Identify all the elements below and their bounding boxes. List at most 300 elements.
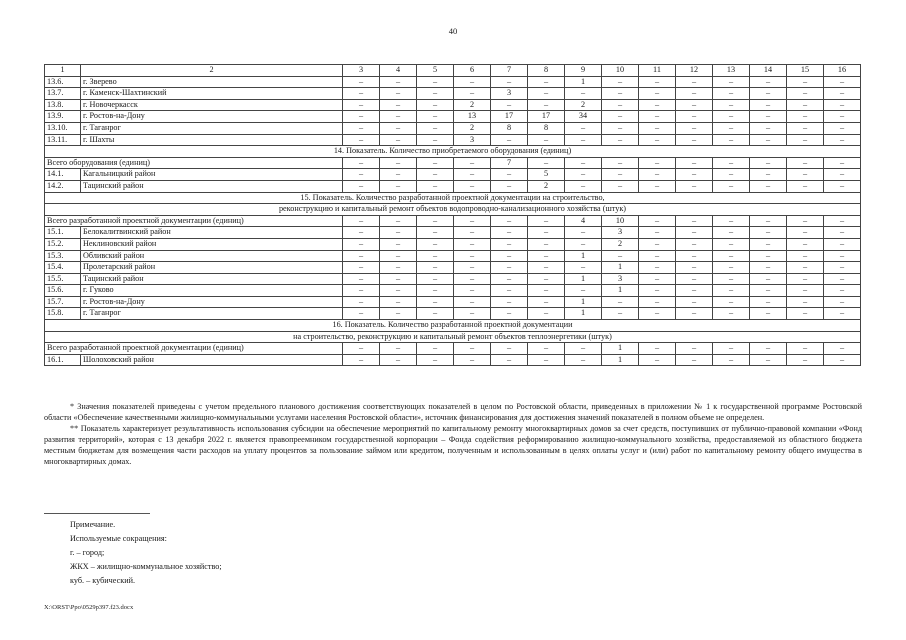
- value-cell: –: [787, 215, 824, 227]
- value-cell: –: [602, 180, 639, 192]
- value-cell: –: [676, 111, 713, 123]
- value-cell: –: [750, 238, 787, 250]
- value-cell: –: [824, 262, 861, 274]
- value-cell: 2: [602, 238, 639, 250]
- value-cell: –: [676, 273, 713, 285]
- value-cell: –: [639, 262, 676, 274]
- value-cell: –: [676, 250, 713, 262]
- value-cell: –: [380, 169, 417, 181]
- value-cell: –: [565, 262, 602, 274]
- row-name: Пролетарский район: [81, 262, 343, 274]
- section-title: 14. Показатель. Количество приобретаемого оборудования (единиц): [45, 146, 861, 158]
- header-row: [45, 65, 861, 77]
- value-cell: –: [417, 134, 454, 146]
- row-name: Тацинский район: [81, 273, 343, 285]
- value-cell: –: [454, 285, 491, 297]
- value-cell: –: [528, 157, 565, 169]
- value-cell: –: [713, 262, 750, 274]
- value-cell: –: [602, 157, 639, 169]
- value-cell: –: [713, 285, 750, 297]
- value-cell: –: [824, 308, 861, 320]
- table-row: [45, 354, 861, 366]
- value-cell: 1: [565, 296, 602, 308]
- value-cell: –: [528, 308, 565, 320]
- value-cell: –: [639, 227, 676, 239]
- value-cell: –: [380, 273, 417, 285]
- value-cell: –: [750, 157, 787, 169]
- value-cell: 10: [602, 215, 639, 227]
- column-number: 10: [602, 65, 639, 77]
- value-cell: –: [454, 76, 491, 88]
- value-cell: –: [639, 122, 676, 134]
- value-cell: 5: [528, 169, 565, 181]
- value-cell: –: [343, 215, 380, 227]
- value-cell: –: [380, 88, 417, 100]
- value-cell: –: [750, 134, 787, 146]
- value-cell: –: [380, 215, 417, 227]
- row-name: Неклиновский район: [81, 238, 343, 250]
- footnote-1: * Значения показателей приведены с учетом предельного планового достижения соответствующих показателей в целом по Ростовской области, приведенных в приложении № 1 к государственной программе Ростовской области «Обеспечение качественными жилищно-коммунальными услугами населения Ростовской области», источник финансирования для достижения значений показателей в полном объеме не определен.: [44, 402, 862, 422]
- table-row: [45, 76, 861, 88]
- row-number: 13.11.: [45, 134, 81, 146]
- value-cell: –: [565, 88, 602, 100]
- row-name: Белокалитвинский район: [81, 227, 343, 239]
- value-cell: –: [676, 354, 713, 366]
- value-cell: –: [343, 157, 380, 169]
- value-cell: –: [639, 285, 676, 297]
- value-cell: –: [676, 343, 713, 355]
- value-cell: –: [713, 76, 750, 88]
- row-name: г. Таганрог: [81, 308, 343, 320]
- value-cell: –: [713, 169, 750, 181]
- value-cell: –: [639, 296, 676, 308]
- table-row: [45, 88, 861, 100]
- table-row: [45, 238, 861, 250]
- value-cell: –: [824, 122, 861, 134]
- value-cell: 3: [491, 88, 528, 100]
- row-number: 15.4.: [45, 262, 81, 274]
- value-cell: –: [750, 88, 787, 100]
- table-row: [45, 122, 861, 134]
- row-number: 15.7.: [45, 296, 81, 308]
- row-number: 15.2.: [45, 238, 81, 250]
- row-name: г. Новочеркасск: [81, 99, 343, 111]
- value-cell: –: [713, 122, 750, 134]
- value-cell: –: [824, 76, 861, 88]
- table-row: [45, 99, 861, 111]
- table-row: [45, 296, 861, 308]
- value-cell: –: [602, 169, 639, 181]
- value-cell: –: [491, 285, 528, 297]
- value-cell: –: [750, 111, 787, 123]
- value-cell: –: [676, 215, 713, 227]
- row-number: 14.1.: [45, 169, 81, 181]
- value-cell: –: [750, 99, 787, 111]
- value-cell: –: [343, 76, 380, 88]
- value-cell: –: [528, 343, 565, 355]
- value-cell: –: [750, 262, 787, 274]
- row-number: 13.7.: [45, 88, 81, 100]
- value-cell: –: [417, 99, 454, 111]
- value-cell: –: [528, 76, 565, 88]
- column-number: 9: [565, 65, 602, 77]
- section-title-row: [45, 146, 861, 158]
- row-name: г. Зверево: [81, 76, 343, 88]
- column-number: 6: [454, 65, 491, 77]
- value-cell: –: [417, 215, 454, 227]
- value-cell: –: [824, 343, 861, 355]
- value-cell: –: [750, 308, 787, 320]
- value-cell: –: [528, 215, 565, 227]
- table-row: [45, 262, 861, 274]
- value-cell: 13: [454, 111, 491, 123]
- value-cell: 8: [491, 122, 528, 134]
- value-cell: –: [417, 343, 454, 355]
- value-cell: –: [491, 273, 528, 285]
- value-cell: –: [454, 308, 491, 320]
- value-cell: –: [380, 180, 417, 192]
- value-cell: –: [491, 76, 528, 88]
- row-name: г. Ростов-на-Дону: [81, 296, 343, 308]
- column-number: 14: [750, 65, 787, 77]
- value-cell: –: [639, 76, 676, 88]
- column-number: 13: [713, 65, 750, 77]
- value-cell: –: [565, 134, 602, 146]
- value-cell: –: [824, 238, 861, 250]
- section-title: 16. Показатель. Количество разработанной проектной документации: [45, 320, 861, 332]
- value-cell: 3: [602, 227, 639, 239]
- page-number: 40: [448, 26, 458, 36]
- section-title-row: [45, 331, 861, 343]
- value-cell: –: [824, 180, 861, 192]
- value-cell: –: [417, 122, 454, 134]
- table-row: [45, 111, 861, 123]
- value-cell: –: [713, 238, 750, 250]
- value-cell: –: [417, 88, 454, 100]
- value-cell: –: [676, 134, 713, 146]
- value-cell: –: [787, 296, 824, 308]
- row-name: г. Каменск-Шахтинский: [81, 88, 343, 100]
- value-cell: 2: [528, 180, 565, 192]
- row-number: 15.6.: [45, 285, 81, 297]
- primechanie-heading: Примечание.: [70, 520, 116, 529]
- value-cell: –: [676, 157, 713, 169]
- table-row: [45, 227, 861, 239]
- value-cell: –: [787, 169, 824, 181]
- value-cell: –: [639, 157, 676, 169]
- value-cell: –: [824, 296, 861, 308]
- value-cell: –: [676, 88, 713, 100]
- value-cell: –: [491, 308, 528, 320]
- value-cell: –: [713, 99, 750, 111]
- value-cell: –: [602, 250, 639, 262]
- value-cell: –: [380, 111, 417, 123]
- value-cell: –: [639, 169, 676, 181]
- value-cell: –: [750, 343, 787, 355]
- value-cell: –: [713, 88, 750, 100]
- value-cell: –: [380, 343, 417, 355]
- row-number: 13.8.: [45, 99, 81, 111]
- value-cell: –: [417, 180, 454, 192]
- table-row: [45, 285, 861, 297]
- value-cell: –: [639, 99, 676, 111]
- row-number: 15.1.: [45, 227, 81, 239]
- value-cell: –: [343, 134, 380, 146]
- value-cell: –: [343, 180, 380, 192]
- value-cell: –: [639, 134, 676, 146]
- value-cell: –: [602, 76, 639, 88]
- value-cell: –: [750, 250, 787, 262]
- row-name: г. Таганрог: [81, 122, 343, 134]
- value-cell: –: [380, 134, 417, 146]
- value-cell: –: [602, 122, 639, 134]
- value-cell: –: [380, 308, 417, 320]
- column-number: 16: [824, 65, 861, 77]
- value-cell: 1: [602, 262, 639, 274]
- value-cell: –: [713, 308, 750, 320]
- total-label: Всего оборудования (единиц): [45, 157, 343, 169]
- value-cell: –: [713, 296, 750, 308]
- value-cell: –: [528, 88, 565, 100]
- value-cell: –: [528, 250, 565, 262]
- value-cell: –: [750, 354, 787, 366]
- value-cell: –: [417, 354, 454, 366]
- value-cell: –: [713, 180, 750, 192]
- value-cell: –: [454, 250, 491, 262]
- value-cell: –: [417, 157, 454, 169]
- value-cell: –: [639, 273, 676, 285]
- value-cell: –: [713, 215, 750, 227]
- value-cell: –: [676, 262, 713, 274]
- value-cell: –: [343, 88, 380, 100]
- value-cell: –: [454, 296, 491, 308]
- value-cell: –: [713, 111, 750, 123]
- section-title-row: [45, 204, 861, 216]
- value-cell: 1: [602, 354, 639, 366]
- value-cell: –: [639, 180, 676, 192]
- value-cell: –: [565, 122, 602, 134]
- value-cell: –: [417, 285, 454, 297]
- value-cell: –: [787, 111, 824, 123]
- value-cell: 4: [565, 215, 602, 227]
- value-cell: –: [750, 273, 787, 285]
- value-cell: –: [713, 134, 750, 146]
- value-cell: –: [343, 111, 380, 123]
- row-name: г. Ростов-на-Дону: [81, 111, 343, 123]
- column-number: 4: [380, 65, 417, 77]
- table-row: [45, 134, 861, 146]
- value-cell: –: [750, 227, 787, 239]
- value-cell: –: [565, 354, 602, 366]
- value-cell: –: [491, 227, 528, 239]
- abbr-line: г. – город;: [70, 548, 105, 557]
- value-cell: –: [787, 180, 824, 192]
- value-cell: –: [565, 285, 602, 297]
- value-cell: –: [454, 88, 491, 100]
- value-cell: –: [380, 157, 417, 169]
- value-cell: –: [676, 285, 713, 297]
- value-cell: –: [343, 354, 380, 366]
- value-cell: –: [824, 273, 861, 285]
- value-cell: –: [713, 354, 750, 366]
- value-cell: –: [824, 99, 861, 111]
- value-cell: 1: [565, 76, 602, 88]
- value-cell: –: [824, 88, 861, 100]
- value-cell: –: [343, 285, 380, 297]
- table-row: [45, 273, 861, 285]
- primechanie-block: [70, 518, 222, 588]
- value-cell: –: [787, 308, 824, 320]
- table-row: [45, 308, 861, 320]
- value-cell: –: [491, 238, 528, 250]
- value-cell: –: [750, 169, 787, 181]
- value-cell: –: [380, 250, 417, 262]
- column-number: 11: [639, 65, 676, 77]
- value-cell: –: [750, 122, 787, 134]
- table-row: [45, 180, 861, 192]
- value-cell: 34: [565, 111, 602, 123]
- value-cell: –: [676, 238, 713, 250]
- row-name: Кагальницкий район: [81, 169, 343, 181]
- value-cell: –: [824, 285, 861, 297]
- value-cell: –: [602, 134, 639, 146]
- value-cell: –: [787, 157, 824, 169]
- value-cell: –: [676, 180, 713, 192]
- row-number: 13.6.: [45, 76, 81, 88]
- value-cell: 17: [528, 111, 565, 123]
- value-cell: –: [417, 76, 454, 88]
- value-cell: –: [602, 308, 639, 320]
- row-name: Шолоховский район: [81, 354, 343, 366]
- value-cell: –: [676, 308, 713, 320]
- value-cell: –: [602, 99, 639, 111]
- value-cell: –: [528, 134, 565, 146]
- value-cell: 2: [454, 122, 491, 134]
- value-cell: –: [380, 262, 417, 274]
- value-cell: –: [417, 227, 454, 239]
- value-cell: –: [343, 262, 380, 274]
- value-cell: –: [343, 227, 380, 239]
- value-cell: –: [750, 285, 787, 297]
- value-cell: –: [528, 227, 565, 239]
- value-cell: –: [565, 227, 602, 239]
- row-number: 16.1.: [45, 354, 81, 366]
- value-cell: –: [565, 343, 602, 355]
- value-cell: –: [787, 227, 824, 239]
- value-cell: –: [343, 169, 380, 181]
- value-cell: –: [565, 157, 602, 169]
- value-cell: –: [454, 262, 491, 274]
- value-cell: –: [380, 296, 417, 308]
- value-cell: –: [343, 122, 380, 134]
- footnotes: [44, 401, 862, 467]
- value-cell: 1: [565, 250, 602, 262]
- value-cell: –: [380, 76, 417, 88]
- value-cell: –: [824, 227, 861, 239]
- value-cell: –: [491, 262, 528, 274]
- value-cell: –: [824, 134, 861, 146]
- row-number: 15.5.: [45, 273, 81, 285]
- value-cell: –: [676, 227, 713, 239]
- total-row: [45, 215, 861, 227]
- value-cell: –: [824, 354, 861, 366]
- value-cell: –: [454, 273, 491, 285]
- value-cell: –: [454, 354, 491, 366]
- row-number: 13.10.: [45, 122, 81, 134]
- column-number: 5: [417, 65, 454, 77]
- value-cell: –: [380, 122, 417, 134]
- total-row: [45, 343, 861, 355]
- value-cell: –: [639, 343, 676, 355]
- value-cell: –: [417, 250, 454, 262]
- row-number: 15.3.: [45, 250, 81, 262]
- abbr-heading: Используемые сокращения:: [70, 534, 167, 543]
- value-cell: –: [454, 215, 491, 227]
- value-cell: –: [343, 308, 380, 320]
- row-name: Обливский район: [81, 250, 343, 262]
- value-cell: –: [491, 343, 528, 355]
- value-cell: –: [713, 343, 750, 355]
- abbr-line: ЖКХ – жилищно-коммунальное хозяйство;: [70, 562, 222, 571]
- row-number: 14.2.: [45, 180, 81, 192]
- value-cell: –: [380, 99, 417, 111]
- value-cell: –: [787, 99, 824, 111]
- value-cell: –: [491, 99, 528, 111]
- value-cell: –: [380, 227, 417, 239]
- value-cell: –: [491, 354, 528, 366]
- section-title: 15. Показатель. Количество разработанной проектной документации на строительство,: [45, 192, 861, 204]
- value-cell: –: [343, 343, 380, 355]
- value-cell: 1: [602, 285, 639, 297]
- section-title: реконструкцию и капитальный ремонт объектов водопроводно-канализационного хозяйства (штук): [45, 204, 861, 216]
- total-label: Всего разработанной проектной документации (единиц): [45, 343, 343, 355]
- column-number: 15: [787, 65, 824, 77]
- abbr-line: куб. – кубический.: [70, 576, 136, 585]
- row-number: 13.9.: [45, 111, 81, 123]
- section-title: на строительство, реконструкцию и капитальный ремонт объектов теплоэнергетики (штук): [45, 331, 861, 343]
- value-cell: –: [713, 157, 750, 169]
- value-cell: –: [750, 296, 787, 308]
- value-cell: –: [787, 122, 824, 134]
- value-cell: –: [713, 250, 750, 262]
- value-cell: 3: [602, 273, 639, 285]
- value-cell: –: [639, 250, 676, 262]
- value-cell: –: [528, 285, 565, 297]
- row-number: 15.8.: [45, 308, 81, 320]
- value-cell: –: [343, 238, 380, 250]
- value-cell: –: [639, 111, 676, 123]
- value-cell: –: [417, 262, 454, 274]
- value-cell: –: [676, 76, 713, 88]
- indicators-table: [44, 64, 861, 366]
- value-cell: –: [824, 111, 861, 123]
- value-cell: –: [343, 273, 380, 285]
- value-cell: –: [750, 180, 787, 192]
- value-cell: –: [824, 215, 861, 227]
- value-cell: –: [676, 169, 713, 181]
- value-cell: –: [787, 343, 824, 355]
- value-cell: –: [602, 296, 639, 308]
- total-label: Всего разработанной проектной документации (единиц): [45, 215, 343, 227]
- value-cell: –: [639, 88, 676, 100]
- value-cell: –: [787, 354, 824, 366]
- value-cell: –: [417, 273, 454, 285]
- value-cell: 2: [454, 99, 491, 111]
- value-cell: –: [417, 169, 454, 181]
- value-cell: –: [454, 169, 491, 181]
- value-cell: –: [454, 238, 491, 250]
- value-cell: –: [565, 169, 602, 181]
